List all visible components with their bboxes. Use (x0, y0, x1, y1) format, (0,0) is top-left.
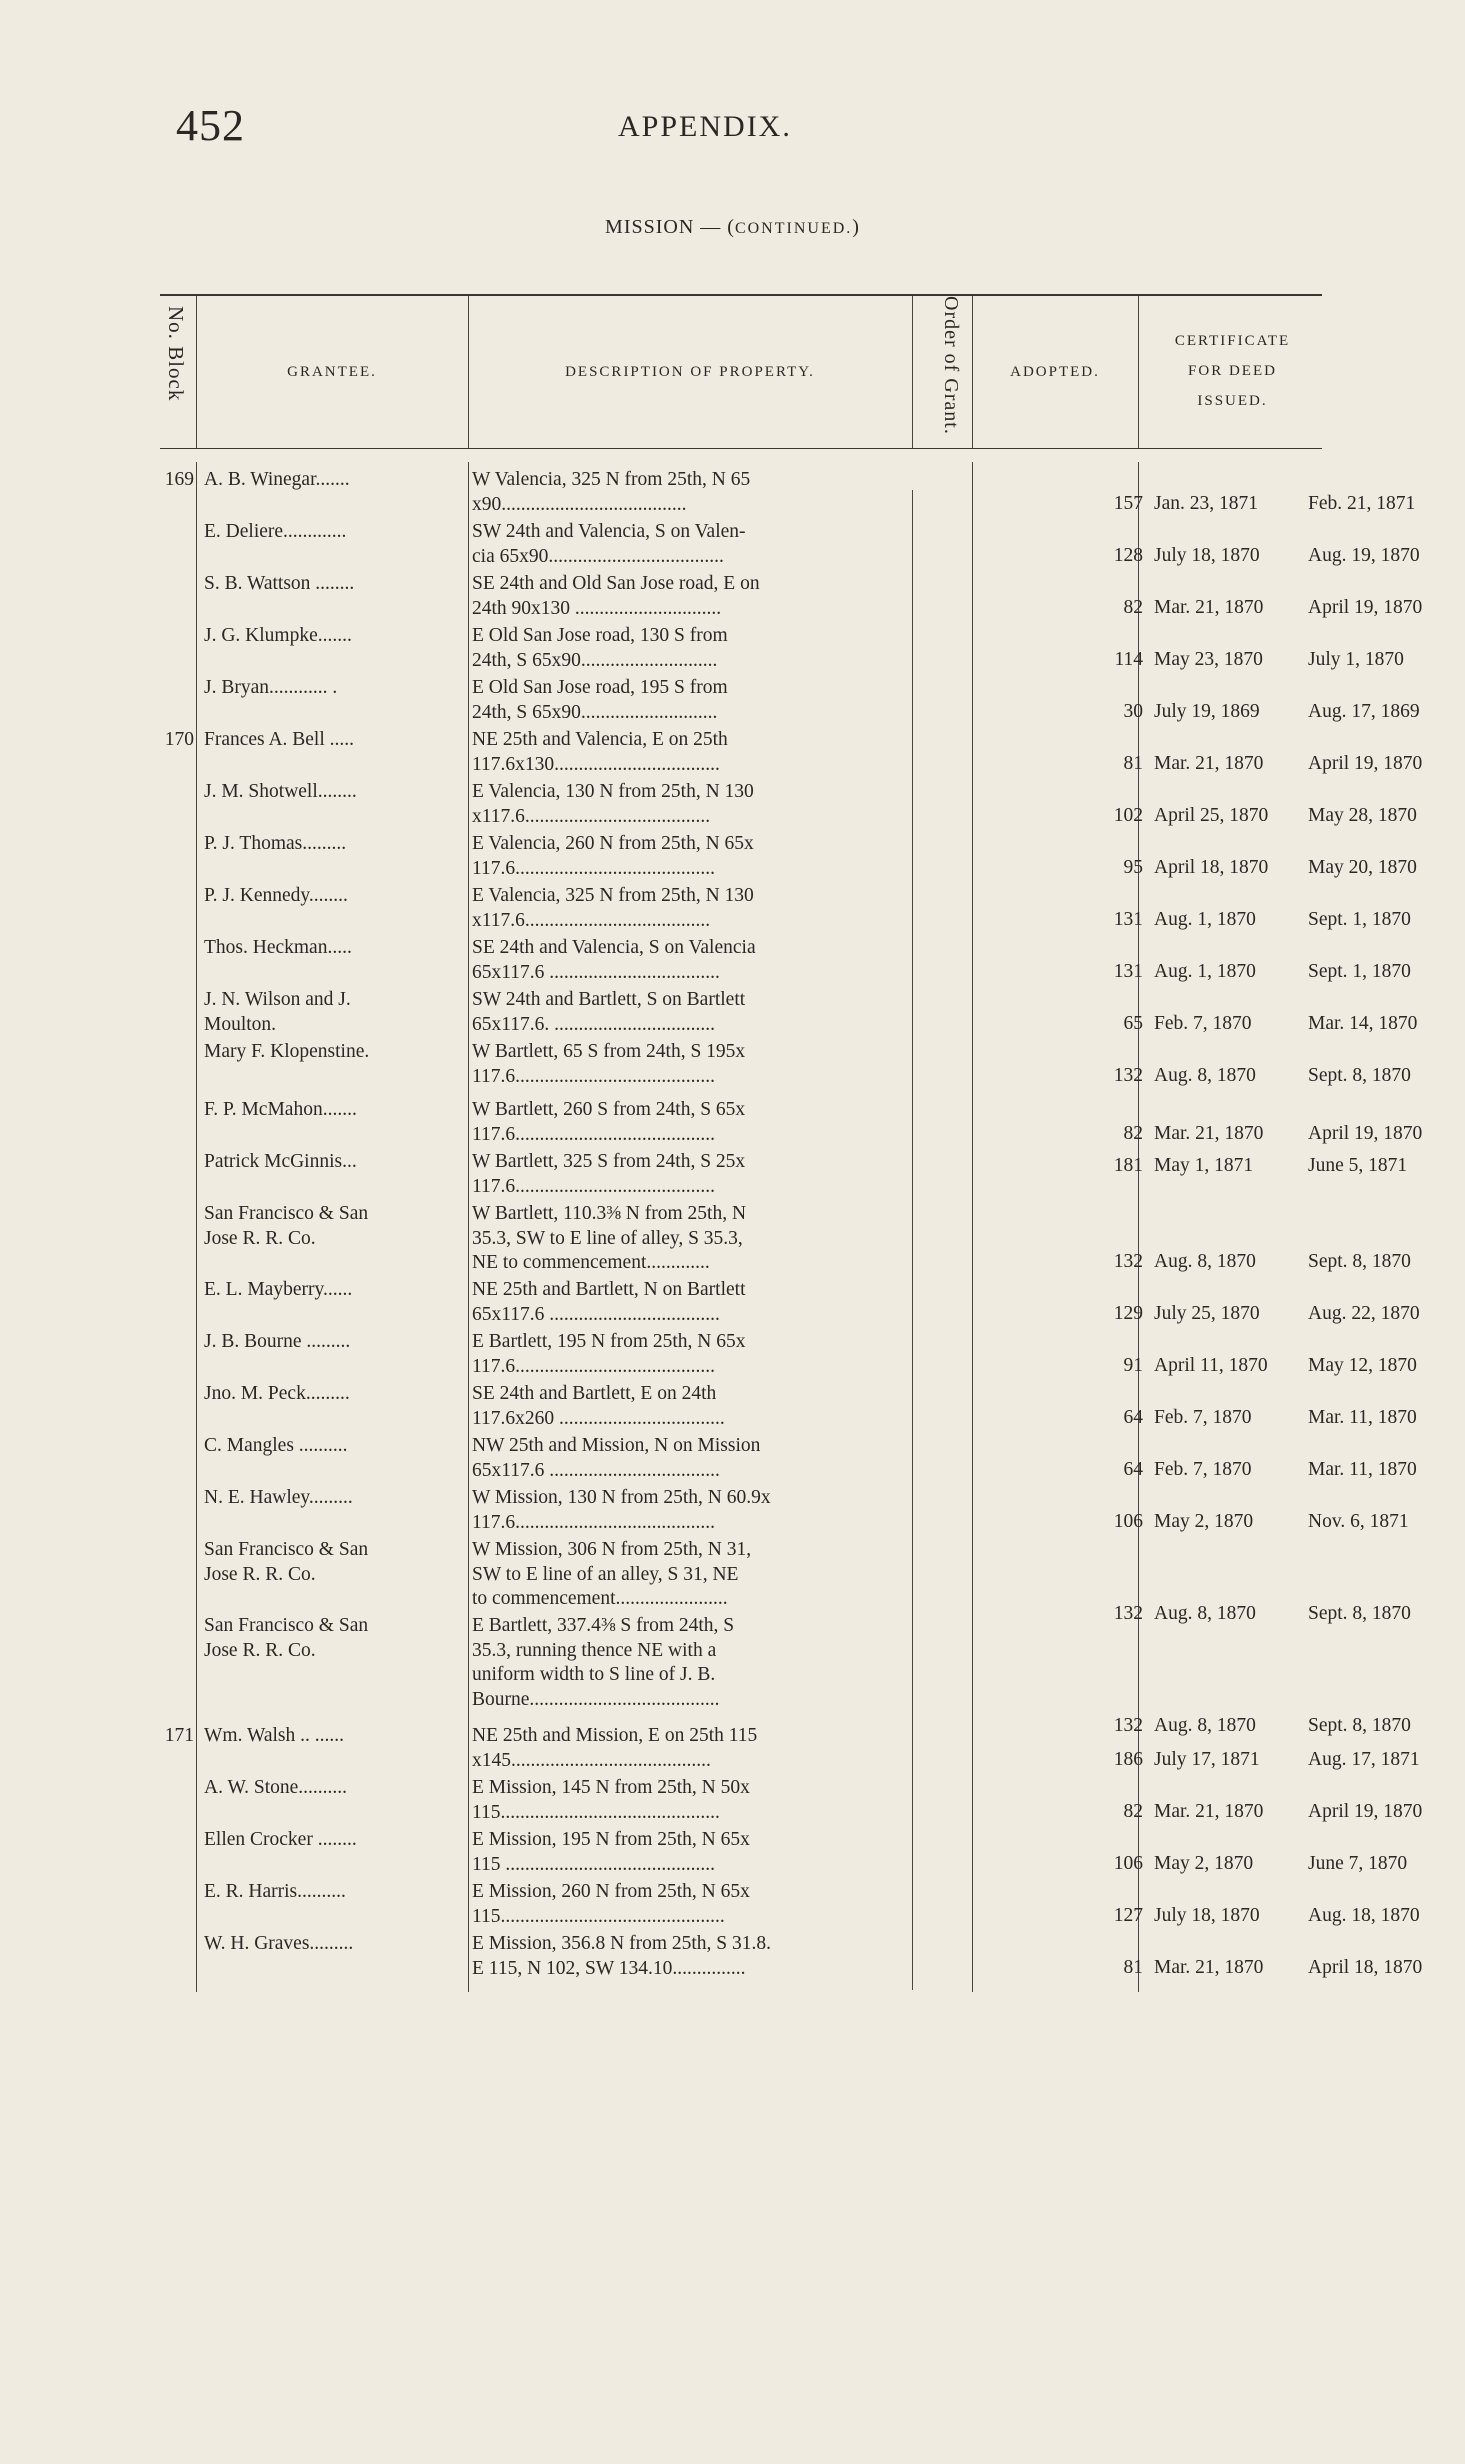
adopted-date: Aug. 8, 1870 (1154, 1251, 1256, 1272)
header-grantee: GRANTEE. (287, 364, 377, 380)
grantee: E. L. Mayberry...... (204, 1279, 353, 1300)
grantee: Thos. Heckman..... (204, 937, 352, 958)
property-description: NE 25th and Bartlett, N on Bartlett 65x117.6 ................................... (472, 1279, 746, 1325)
property-description: E Mission, 260 N from 25th, N 65x 115.............................................. (472, 1881, 750, 1927)
property-description: NE 25th and Valencia, E on 25th 117.6x130.................................. (472, 729, 728, 775)
order-of-grant: 186 (1113, 1749, 1143, 1770)
header-certificate-line: CERTIFICATE (1174, 333, 1291, 349)
certificate-date: Aug. 22, 1870 (1308, 1303, 1420, 1324)
order-of-grant: 128 (1113, 545, 1143, 566)
order-of-grant: 30 (1123, 701, 1143, 722)
adopted-date: May 23, 1870 (1154, 649, 1263, 670)
order-of-grant: 91 (1123, 1355, 1143, 1376)
certificate-date: June 5, 1871 (1308, 1155, 1408, 1176)
header-certificate-line: ISSUED. (1197, 393, 1268, 409)
order-of-grant: 106 (1113, 1511, 1143, 1532)
order-of-grant: 102 (1113, 805, 1143, 826)
order-of-grant: 64 (1123, 1459, 1143, 1480)
grantee: P. J. Thomas......... (204, 833, 347, 854)
adopted-date: July 18, 1870 (1154, 1905, 1260, 1926)
order-of-grant: 131 (1113, 909, 1143, 930)
certificate-date: Mar. 11, 1870 (1308, 1459, 1417, 1480)
grantee: J. B. Bourne ......... (204, 1331, 351, 1352)
property-description: E Bartlett, 195 N from 25th, N 65x 117.6......................................... (472, 1331, 746, 1377)
grantee: J. G. Klumpke....... (204, 625, 352, 646)
order-of-grant: 132 (1113, 1065, 1143, 1086)
header-bottom-rule (160, 448, 1322, 449)
order-of-grant: 129 (1113, 1303, 1143, 1324)
column-divider (196, 296, 197, 448)
adopted-date: Mar. 21, 1870 (1154, 1801, 1264, 1822)
header-block: No. Block (164, 306, 188, 402)
certificate-date: Sept. 8, 1870 (1308, 1065, 1411, 1086)
block-number: 170 (164, 729, 194, 750)
certificate-date: April 19, 1870 (1308, 597, 1423, 618)
certificate-date: Aug. 19, 1870 (1308, 545, 1420, 566)
property-description: W Mission, 130 N from 25th, N 60.9x 117.6......................................... (472, 1487, 771, 1533)
adopted-date: May 2, 1870 (1154, 1853, 1254, 1874)
adopted-date: July 19, 1869 (1154, 701, 1260, 722)
property-description: W Bartlett, 325 S from 24th, S 25x 117.6......................................... (472, 1151, 746, 1197)
block-number: 169 (164, 469, 194, 490)
section-title-continued: CONTINUED. (734, 220, 853, 237)
property-description: W Bartlett, 65 S from 24th, S 195x 117.6......................................... (472, 1041, 746, 1087)
grantee: Patrick McGinnis... (204, 1151, 357, 1172)
adopted-date: Mar. 21, 1870 (1154, 597, 1264, 618)
adopted-date: Aug. 1, 1870 (1154, 961, 1256, 982)
property-description: NE 25th and Mission, E on 25th 115 x145......................................... (472, 1725, 758, 1771)
certificate-date: April 19, 1870 (1308, 1123, 1423, 1144)
property-description: SW 24th and Bartlett, S on Bartlett 65x117.6. ................................. (472, 989, 746, 1035)
adopted-date: Aug. 1, 1870 (1154, 909, 1256, 930)
property-description: E Mission, 145 N from 25th, N 50x 115............................................. (472, 1777, 750, 1823)
order-of-grant: 65 (1123, 1013, 1143, 1034)
property-description: E Valencia, 325 N from 25th, N 130 x117.6...................................... (472, 885, 754, 931)
order-of-grant: 82 (1123, 597, 1143, 618)
certificate-date: April 19, 1870 (1308, 1801, 1423, 1822)
adopted-date: April 25, 1870 (1154, 805, 1269, 826)
property-description: W Valencia, 325 N from 25th, N 65 x90...................................... (472, 469, 751, 515)
property-description: W Bartlett, 260 S from 24th, S 65x 117.6......................................... (472, 1099, 746, 1145)
certificate-date: Sept. 8, 1870 (1308, 1603, 1411, 1624)
adopted-date: Jan. 23, 1871 (1154, 493, 1258, 514)
order-of-grant: 132 (1113, 1603, 1143, 1624)
header-adopted: ADOPTED. (1010, 364, 1100, 380)
certificate-date: Mar. 11, 1870 (1308, 1407, 1417, 1428)
certificate-date: June 7, 1870 (1308, 1853, 1408, 1874)
grantee: E. R. Harris.......... (204, 1881, 346, 1902)
property-description: E Old San Jose road, 130 S from 24th, S 65x90............................ (472, 625, 728, 671)
column-divider (912, 296, 913, 448)
order-of-grant: 81 (1123, 753, 1143, 774)
column-divider (196, 462, 197, 1992)
table-top-rule (160, 294, 1322, 296)
adopted-date: Aug. 8, 1870 (1154, 1715, 1256, 1736)
order-of-grant: 64 (1123, 1407, 1143, 1428)
grantee: E. Deliere............. (204, 521, 347, 542)
adopted-date: Mar. 21, 1870 (1154, 1957, 1264, 1978)
property-description: E Mission, 195 N from 25th, N 65x 115 ........................................... (472, 1829, 750, 1875)
adopted-date: Feb. 7, 1870 (1154, 1013, 1252, 1034)
adopted-date: Feb. 7, 1870 (1154, 1407, 1252, 1428)
grantee: C. Mangles .......... (204, 1435, 348, 1456)
grantee: J. Bryan............ . (204, 677, 338, 698)
page-number: 452 (176, 101, 245, 150)
block-number: 171 (164, 1725, 194, 1746)
grantee: Wm. Walsh .. ...... (204, 1725, 344, 1746)
property-description: W Bartlett, 110.3⅜ N from 25th, N 35.3, SW to E line of alley, S 35.3, NE to commencement............. (472, 1203, 747, 1273)
property-description: W Mission, 306 N from 25th, N 31, SW to E line of an alley, S 31, NE to commencement....................... (472, 1539, 752, 1609)
section-title (0, 216, 1465, 239)
certificate-date: Aug. 17, 1871 (1308, 1749, 1420, 1770)
certificate-date: May 20, 1870 (1308, 857, 1417, 878)
order-of-grant: 106 (1113, 1853, 1143, 1874)
property-description: E Old San Jose road, 195 S from 24th, S 65x90............................ (472, 677, 728, 723)
order-of-grant: 181 (1113, 1155, 1143, 1176)
property-description: SE 24th and Bartlett, E on 24th 117.6x260 .................................. (472, 1383, 725, 1429)
property-description: SW 24th and Valencia, S on Valen- cia 65x90.................................... (472, 521, 746, 567)
certificate-date: Aug. 18, 1870 (1308, 1905, 1420, 1926)
order-of-grant: 157 (1113, 493, 1143, 514)
adopted-date: July 17, 1871 (1154, 1749, 1260, 1770)
property-description: SE 24th and Valencia, S on Valencia 65x117.6 ................................... (472, 937, 756, 983)
certificate-date: Mar. 14, 1870 (1308, 1013, 1418, 1034)
grantee: Ellen Crocker ........ (204, 1829, 357, 1850)
grantee: J. M. Shotwell........ (204, 781, 357, 802)
column-divider (1138, 296, 1139, 448)
section-title-end: ) (852, 216, 860, 238)
adopted-date: July 25, 1870 (1154, 1303, 1260, 1324)
adopted-date: Feb. 7, 1870 (1154, 1459, 1252, 1480)
order-of-grant: 82 (1123, 1801, 1143, 1822)
grantee: A. B. Winegar....... (204, 469, 350, 490)
adopted-date: Aug. 8, 1870 (1154, 1603, 1256, 1624)
certificate-date: Sept. 1, 1870 (1308, 909, 1411, 930)
grantee: W. H. Graves......... (204, 1933, 354, 1954)
grantee: San Francisco & San Jose R. R. Co. (204, 1539, 369, 1585)
header-certificate-line: FOR DEED (1188, 363, 1277, 379)
order-of-grant: 132 (1113, 1715, 1143, 1736)
certificate-date: Sept. 8, 1870 (1308, 1251, 1411, 1272)
adopted-date: Mar. 21, 1870 (1154, 1123, 1264, 1144)
order-of-grant: 131 (1113, 961, 1143, 982)
property-description: E Bartlett, 337.4⅜ S from 24th, S 35.3, running thence NE with a uniform width to S line of J. B. Bourne....................................... (472, 1615, 735, 1710)
grantee: S. B. Wattson ........ (204, 573, 355, 594)
header-order: Order of Grant. (940, 296, 962, 435)
certificate-date: Sept. 8, 1870 (1308, 1715, 1411, 1736)
grantee: P. J. Kennedy........ (204, 885, 348, 906)
header-certificate (1140, 326, 1325, 416)
adopted-date: Aug. 8, 1870 (1154, 1065, 1256, 1086)
property-description: NW 25th and Mission, N on Mission 65x117.6 ................................... (472, 1435, 761, 1481)
column-divider (468, 296, 469, 448)
section-title-main: MISSION — ( (605, 216, 735, 238)
adopted-date: July 18, 1870 (1154, 545, 1260, 566)
grantee: San Francisco & San Jose R. R. Co. (204, 1615, 369, 1661)
grantee: Mary F. Klopenstine. (204, 1041, 370, 1062)
order-of-grant: 81 (1123, 1957, 1143, 1978)
page-title: APPENDIX. (618, 110, 792, 143)
order-of-grant: 82 (1123, 1123, 1143, 1144)
certificate-date: April 19, 1870 (1308, 753, 1423, 774)
order-of-grant: 95 (1123, 857, 1143, 878)
certificate-date: Aug. 17, 1869 (1308, 701, 1420, 722)
column-divider (972, 296, 973, 448)
grantee: N. E. Hawley......... (204, 1487, 353, 1508)
property-description: E Valencia, 260 N from 25th, N 65x 117.6......................................... (472, 833, 754, 879)
adopted-date: May 1, 1871 (1154, 1155, 1254, 1176)
certificate-date: Nov. 6, 1871 (1308, 1511, 1409, 1532)
order-of-grant: 127 (1113, 1905, 1143, 1926)
grantee: F. P. McMahon....... (204, 1099, 357, 1120)
grantee: Jno. M. Peck......... (204, 1383, 350, 1404)
certificate-date: Sept. 1, 1870 (1308, 961, 1411, 982)
grantee: Frances A. Bell ..... (204, 729, 355, 750)
adopted-date: Mar. 21, 1870 (1154, 753, 1264, 774)
adopted-date: April 11, 1870 (1154, 1355, 1268, 1376)
property-description: SE 24th and Old San Jose road, E on 24th 90x130 .............................. (472, 573, 760, 619)
order-of-grant: 132 (1113, 1251, 1143, 1272)
grantee: A. W. Stone.......... (204, 1777, 348, 1798)
header-description: DESCRIPTION OF PROPERTY. (565, 364, 815, 380)
property-description: E Valencia, 130 N from 25th, N 130 x117.6...................................... (472, 781, 754, 827)
adopted-date: May 2, 1870 (1154, 1511, 1254, 1532)
property-description: E Mission, 356.8 N from 25th, S 31.8. E 115, N 102, SW 134.10............... (472, 1933, 772, 1979)
grantee: San Francisco & San Jose R. R. Co. (204, 1203, 369, 1249)
certificate-date: April 18, 1870 (1308, 1957, 1423, 1978)
certificate-date: May 12, 1870 (1308, 1355, 1417, 1376)
grantee: J. N. Wilson and J. Moulton. (204, 989, 351, 1035)
certificate-date: July 1, 1870 (1308, 649, 1404, 670)
adopted-date: April 18, 1870 (1154, 857, 1269, 878)
certificate-date: Feb. 21, 1871 (1308, 493, 1416, 514)
order-of-grant: 114 (1114, 649, 1143, 670)
certificate-date: May 28, 1870 (1308, 805, 1417, 826)
